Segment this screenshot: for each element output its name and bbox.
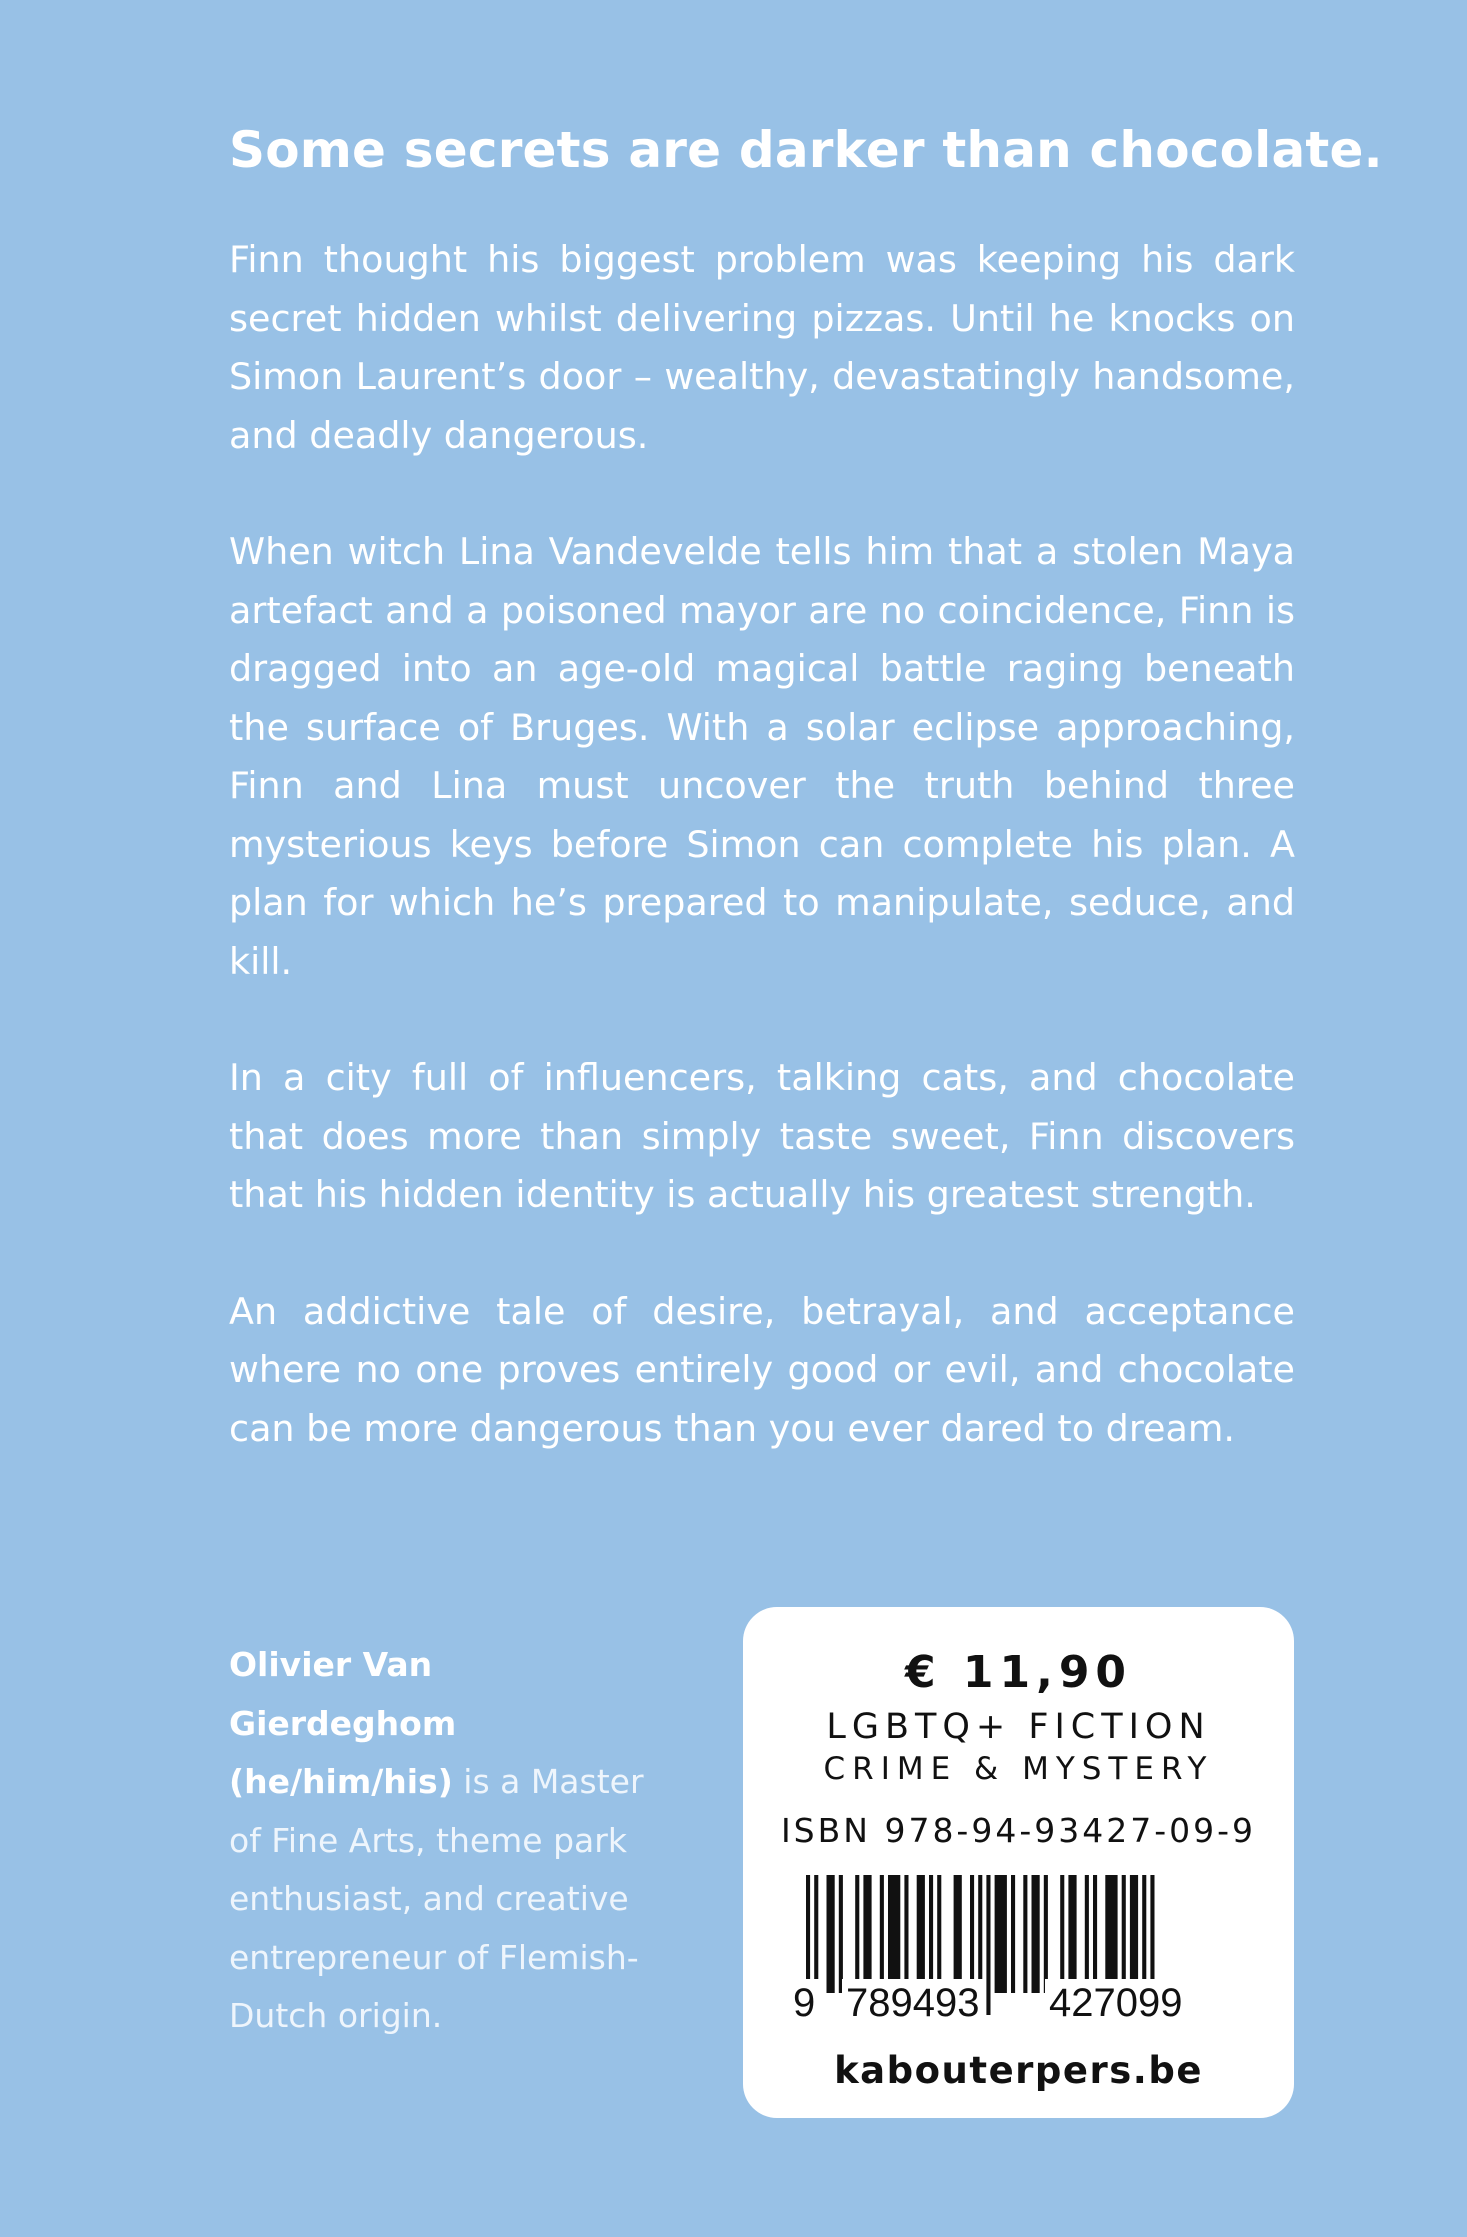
barcode-bar [1085,1875,1089,1993]
barcode-bar [929,1875,933,1993]
tagline: Some secrets are darker than chocolate. [229,121,1383,179]
barcode-bar [995,1875,1007,1993]
barcode-bar [888,1875,900,1993]
barcode-bar [1093,1875,1097,1993]
barcode-digits-right: 427099 [1045,1979,1186,2027]
barcode-bar [855,1875,859,1993]
barcode-digits [793,1979,1233,2027]
barcode-bar [880,1875,884,1993]
barcode-bar [1122,1875,1126,1993]
barcode-bar [1068,1875,1076,1993]
blurb-paragraph: An addictive tale of desire, betrayal, and acceptance where no one proves entirely good or evil, and chocolate can be more dangerous than you ever dared to dream. [229,1289,1295,1450]
barcode-bar [1023,1875,1027,1993]
barcode-digit-first: 9 [789,1979,819,2027]
barcode-bar [1060,1875,1064,1993]
barcode-bar [954,1875,962,1993]
barcode-bar [1130,1875,1138,1993]
publisher-website: kabouterpers.be [834,2049,1203,2092]
blurb-paragraph: In a city full of influencers, talking cats, and chocolate that does more than simply taste sweet, Finn discovers that his hidden identity is actually his greatest strength. [229,1056,1295,1216]
barcode-bar [1044,1875,1048,1993]
barcode-bar [917,1875,925,1993]
author-pronouns: (he/him/his) [229,1762,453,1801]
blurb-paragraph: Finn thought his biggest problem was keeping his dark secret hidden whilst delivering pizzas. Until he knocks on Simon Laurent’s door – wealthy, devastatingly handsome, and deadly dangerous. [229,238,1295,457]
blurb-paragraph: When witch Lina Vandevelde tells him that a stolen Maya artefact and a poisoned mayor are no coincidence, Finn is dragged into an age-old magical battle raging beneath the surface of Bruges. With a solar eclipse approaching, Finn and Lina must uncover the truth behind three mysterious keys before Simon can complete his plan. A plan for which he’s prepared to manipulate, seduce, and kill. [229,530,1295,983]
barcode-bar [1011,1875,1015,1993]
price: € 11,90 [904,1647,1133,1698]
author-bio [229,1636,669,2046]
isbn: ISBN 978-94-93427-09-9 [780,1811,1257,1850]
barcode-bar [904,1875,908,1993]
author-bio-text: is a Master of Fine Arts, theme park enthusiast, and creative entrepreneur of Flemish-Dutch origin. [229,1762,644,2035]
barcode-bar [937,1875,941,1993]
barcode-bar [839,1875,843,1993]
author-name: Olivier Van Gierdeghom [229,1645,457,1743]
genre-secondary: CRIME & MYSTERY [823,1751,1214,1787]
blurb [229,231,1295,1516]
barcode-bar [863,1875,871,1993]
barcode-bar [1105,1875,1117,1993]
barcode-digits-left: 789493 [842,1979,983,2027]
barcode-bar [827,1875,835,1993]
barcode-bar [970,1875,974,1993]
price-box [743,1607,1294,2118]
barcode-bar [1032,1875,1040,1993]
genre-primary: LGBTQ+ FICTION [826,1707,1211,1747]
